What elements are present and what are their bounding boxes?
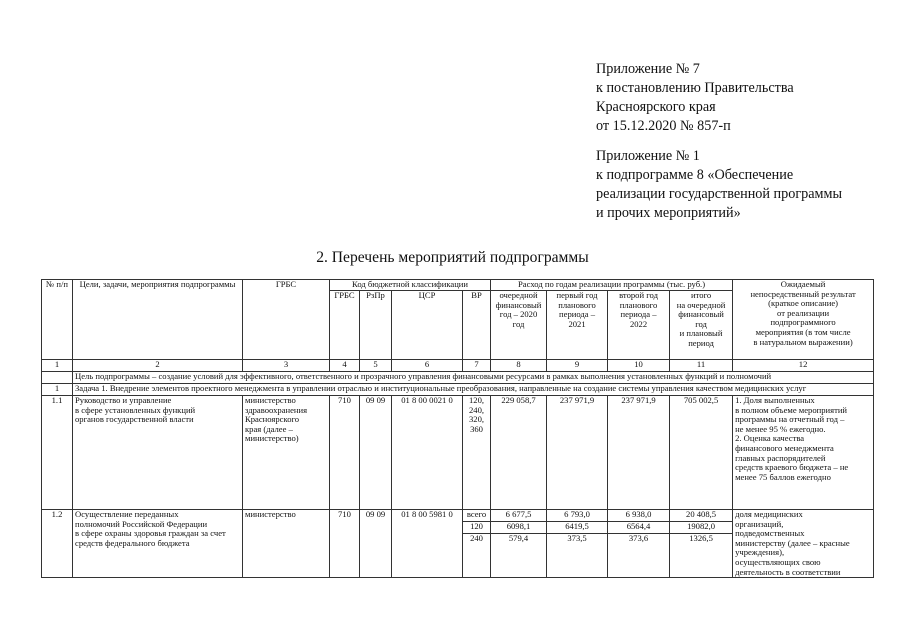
row-grbs xyxy=(243,396,330,510)
header-line: второй год xyxy=(619,290,658,300)
text-line: доля медицинских xyxy=(735,509,803,519)
sub-value: 20 408,5 xyxy=(670,510,732,522)
text-line: главных распорядителей xyxy=(735,452,826,463)
text-line: 360 xyxy=(470,423,483,434)
appendix-line: Красноярского края xyxy=(596,99,716,115)
header-row xyxy=(42,280,874,291)
col-number: 12 xyxy=(733,360,874,372)
header-line: год xyxy=(695,318,707,329)
row-rzpr: 09 09 xyxy=(360,510,392,578)
row-measure-name xyxy=(73,396,243,510)
header-grbs: ГРБС xyxy=(243,280,330,360)
appendix-line: к постановлению Правительства xyxy=(596,80,794,96)
row-y2021: 237 971,9 xyxy=(547,396,608,510)
header-result-line: подпрограммного xyxy=(770,317,836,328)
text-line: 1. Доля выполненных xyxy=(735,395,815,405)
col-number: 7 xyxy=(463,360,491,372)
row-y2020: 229 058,7 xyxy=(491,396,547,510)
header-num: № п/п xyxy=(42,280,73,360)
header-code-rzpr: РзПр xyxy=(360,291,392,360)
header-line: периода – xyxy=(620,309,657,320)
text-line: Руководство и управление xyxy=(75,395,172,405)
text-line: полномочий Российской Федерации xyxy=(75,518,208,529)
col-number: 10 xyxy=(608,360,670,372)
row-num: 1.2 xyxy=(42,510,73,578)
sub-value: 373,5 xyxy=(567,533,587,543)
col-number: 5 xyxy=(360,360,392,372)
text-line: в сфере установленных функций xyxy=(75,404,196,415)
text-line: 240, xyxy=(468,404,485,415)
header-result-line: мероприятия (в том числе xyxy=(755,326,851,337)
sub-value: 6 938,0 xyxy=(608,510,669,522)
row-result xyxy=(733,510,874,578)
header-expense: Расход по годам реализации программы (тыс. руб.) xyxy=(491,280,733,291)
col-number: 8 xyxy=(491,360,547,372)
table-row xyxy=(42,510,874,578)
text-line: здравоохранения xyxy=(245,404,308,415)
text-line: финансового менеджмента xyxy=(735,442,834,453)
row-measure-name xyxy=(73,510,243,578)
row-csr: 01 8 00 5981 0 xyxy=(392,510,463,578)
header-line: итого xyxy=(690,290,712,300)
header-line: финансовый xyxy=(495,299,542,310)
text-line: учреждения), xyxy=(735,547,785,558)
row-y2020 xyxy=(491,510,547,578)
header-year-2022 xyxy=(608,291,670,360)
appendix-line: Приложение № 1 xyxy=(596,148,700,164)
header-code-vr: ВР xyxy=(463,291,491,360)
text-line: подведомственных xyxy=(735,528,805,539)
row-y2021 xyxy=(547,510,608,578)
sub-value: 6419,5 xyxy=(547,522,607,534)
table-row xyxy=(42,396,874,510)
header-result xyxy=(733,280,874,360)
appendix-line: и прочих мероприятий» xyxy=(596,205,741,221)
text-line: органов государственной власти xyxy=(75,414,194,425)
text-line: министерство xyxy=(245,395,296,405)
header-line: год xyxy=(512,318,525,329)
header-code-grbs: ГРБС xyxy=(330,291,360,360)
goal-num-cell xyxy=(42,372,73,384)
header-line: планового xyxy=(558,299,596,310)
text-line: осуществляющих свою xyxy=(735,556,821,567)
sub-value: 240 xyxy=(470,533,483,543)
text-line: Красноярского xyxy=(245,414,300,425)
header-line: очередной xyxy=(499,290,538,300)
appendix-1-header xyxy=(596,147,896,223)
header-line: периода – xyxy=(559,309,596,320)
row-total: 705 002,5 xyxy=(670,396,733,510)
header-result-line: непосредственный результат xyxy=(750,288,856,299)
text-line: организаций, xyxy=(735,518,784,529)
text-line: министерство xyxy=(245,509,296,519)
header-result-line: от реализации xyxy=(777,307,830,318)
col-number: 9 xyxy=(547,360,608,372)
text-line: министерству (далее – красные xyxy=(735,537,850,548)
appendix-7-header xyxy=(596,60,896,136)
text-line: менее 75 баллов ежегодно xyxy=(735,471,831,482)
text-line: в сфере охраны здоровья граждан за счет xyxy=(75,528,226,539)
col-number: 1 xyxy=(42,360,73,372)
header-line: 2022 xyxy=(629,318,648,329)
header-line: на очередной xyxy=(676,299,726,310)
row-result xyxy=(733,396,874,510)
task-row xyxy=(42,384,874,396)
header-result-line: (краткое описание) xyxy=(768,298,839,309)
row-code-grbs: 710 xyxy=(330,510,360,578)
sub-value: 6098,1 xyxy=(491,522,546,534)
text-line: министерство) xyxy=(245,433,299,444)
header-line: финансовый xyxy=(678,309,724,320)
appendix-line: к подпрограмме 8 «Обеспечение xyxy=(596,167,794,183)
text-line: средств федерального бюджета xyxy=(75,537,190,548)
text-line: программы на отчетный год – xyxy=(735,414,845,425)
header-line: год – 2020 xyxy=(499,309,538,320)
header-result-line: в натуральном выражении) xyxy=(753,336,853,347)
text-line: 320, xyxy=(468,414,485,425)
header-line: первый год xyxy=(556,290,598,300)
header-total xyxy=(670,291,733,360)
header-line: и плановый xyxy=(679,328,723,339)
row-vr xyxy=(463,510,491,578)
sub-value: 579,4 xyxy=(508,533,529,543)
header-year-2020 xyxy=(491,291,547,360)
row-csr: 01 8 00 0021 0 xyxy=(392,396,463,510)
appendix-line: от 15.12.2020 № 857-п xyxy=(596,118,731,134)
sub-value: 1326,5 xyxy=(689,533,713,543)
appendix-line: Приложение № 7 xyxy=(596,61,700,77)
text-line: в полном объеме мероприятий xyxy=(735,404,848,415)
row-total xyxy=(670,510,733,578)
col-number: 11 xyxy=(670,360,733,372)
sub-value: всего xyxy=(463,510,490,522)
document-title: 2. Перечень мероприятий подпрограммы xyxy=(316,249,589,266)
text-line: деятельность в соответствии xyxy=(735,566,841,577)
sub-value: 373,6 xyxy=(628,533,649,543)
row-grbs xyxy=(243,510,330,578)
text-line: не менее 95 % ежегодно. xyxy=(735,423,826,434)
appendix-line: реализации государственной программы xyxy=(596,186,843,202)
header-line: 2021 xyxy=(568,318,586,329)
task-text: Задача 1. Внедрение элементов проектного менеджмента в управлении отраслью и институциональные преобразования, направленные на создание системы управления качеством медицинских услуг xyxy=(73,384,874,396)
sub-value: 6 677,5 xyxy=(491,510,546,522)
sub-value: 120 xyxy=(463,522,490,534)
header-line: планового xyxy=(619,299,658,310)
row-y2022 xyxy=(608,510,670,578)
sub-value: 6 793,0 xyxy=(547,510,607,522)
col-number: 4 xyxy=(330,360,360,372)
goal-text: Цель подпрограммы – создание условий для эффективного, ответственного и прозрачного управления финансовыми ресурсами в рамках выполнения установленных функций и полномочий xyxy=(73,372,874,384)
goal-row xyxy=(42,372,874,384)
row-vr xyxy=(463,396,491,510)
task-num: 1 xyxy=(42,384,73,396)
row-rzpr: 09 09 xyxy=(360,396,392,510)
text-line: 2. Оценка качества xyxy=(735,433,805,444)
col-number: 3 xyxy=(243,360,330,372)
header-goals: Цели, задачи, мероприятия подпрограммы xyxy=(73,280,243,360)
measures-table xyxy=(41,279,874,578)
row-code-grbs: 710 xyxy=(330,396,360,510)
row-num: 1.1 xyxy=(42,396,73,510)
header-line: период xyxy=(688,337,714,348)
header-year-2021 xyxy=(547,291,608,360)
col-number: 2 xyxy=(73,360,243,372)
text-line: средств краевого бюджета – не xyxy=(735,462,849,473)
text-line: Осуществление переданных xyxy=(75,509,179,519)
header-code: Код бюджетной классификации xyxy=(330,280,491,291)
sub-value: 19082,0 xyxy=(670,522,732,534)
text-line: 120, xyxy=(468,395,485,405)
sub-value: 6564,4 xyxy=(608,522,669,534)
row-y2022: 237 971,9 xyxy=(608,396,670,510)
header-result-line: Ожидаемый xyxy=(780,279,826,289)
header-code-csr: ЦСР xyxy=(392,291,463,360)
column-numbers-row xyxy=(42,360,874,372)
text-line: края (далее – xyxy=(245,423,293,434)
col-number: 6 xyxy=(392,360,463,372)
